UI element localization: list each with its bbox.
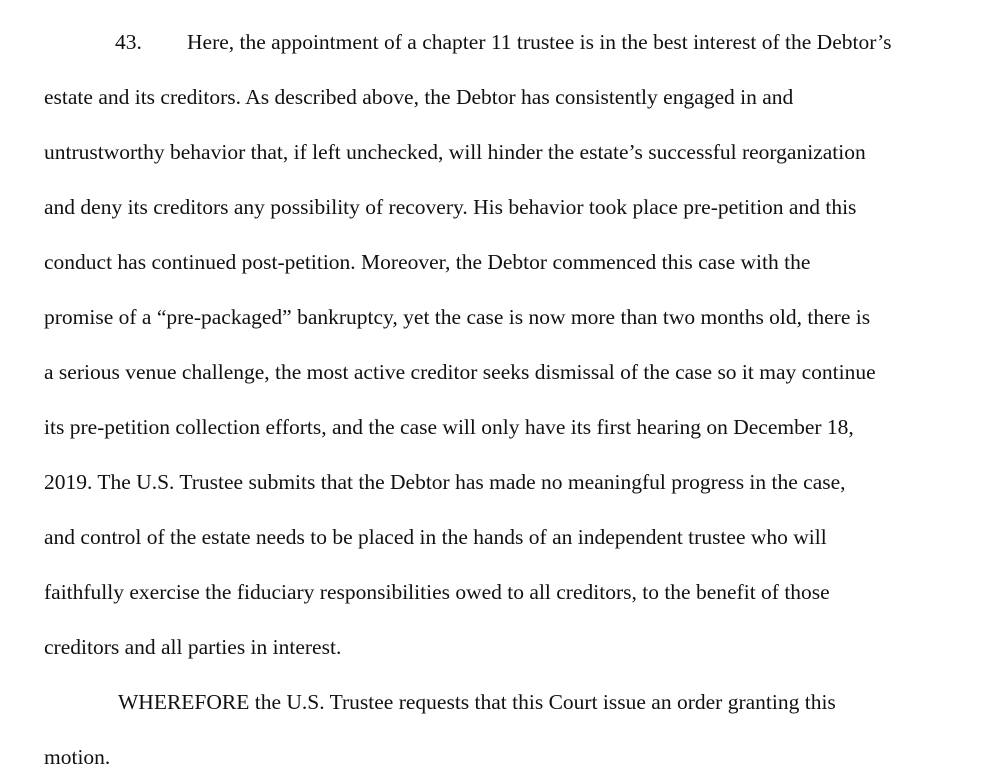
text-line: and deny its creditors any possibility of recovery. His behavior took place pre-petition and this	[44, 195, 857, 219]
text-line: untrustworthy behavior that, if left unchecked, will hinder the estate’s successful reorganization	[44, 140, 866, 164]
paragraph-first-line	[115, 29, 892, 55]
text-line: estate and its creditors. As described above, the Debtor has consistently engaged in and	[44, 85, 794, 109]
wherefore-clause: WHEREFORE the U.S. Trustee requests that this Court issue an order granting this	[118, 690, 836, 714]
text-line: a serious venue challenge, the most active creditor seeks dismissal of the case so it may continue	[44, 360, 876, 384]
text-line: promise of a “pre-packaged” bankruptcy, yet the case is now more than two months old, there is	[44, 305, 871, 329]
text-line: conduct has continued post-petition. Moreover, the Debtor commenced this case with the	[44, 250, 811, 274]
text-line: creditors and all parties in interest.	[44, 635, 342, 659]
text-line: Here, the appointment of a chapter 11 trustee is in the best interest of the Debtor’s	[187, 30, 892, 54]
text-line: its pre-petition collection efforts, and the case will only have its first hearing on December 18,	[44, 415, 854, 439]
paragraph-number: 43.	[115, 30, 142, 54]
text-line: and control of the estate needs to be placed in the hands of an independent trustee who will	[44, 525, 827, 549]
text-line: 2019. The U.S. Trustee submits that the Debtor has made no meaningful progress in the case,	[44, 470, 846, 494]
wherefore-clause-end: motion.	[44, 745, 111, 769]
text-line: faithfully exercise the fiduciary responsibilities owed to all creditors, to the benefit of those	[44, 580, 830, 604]
